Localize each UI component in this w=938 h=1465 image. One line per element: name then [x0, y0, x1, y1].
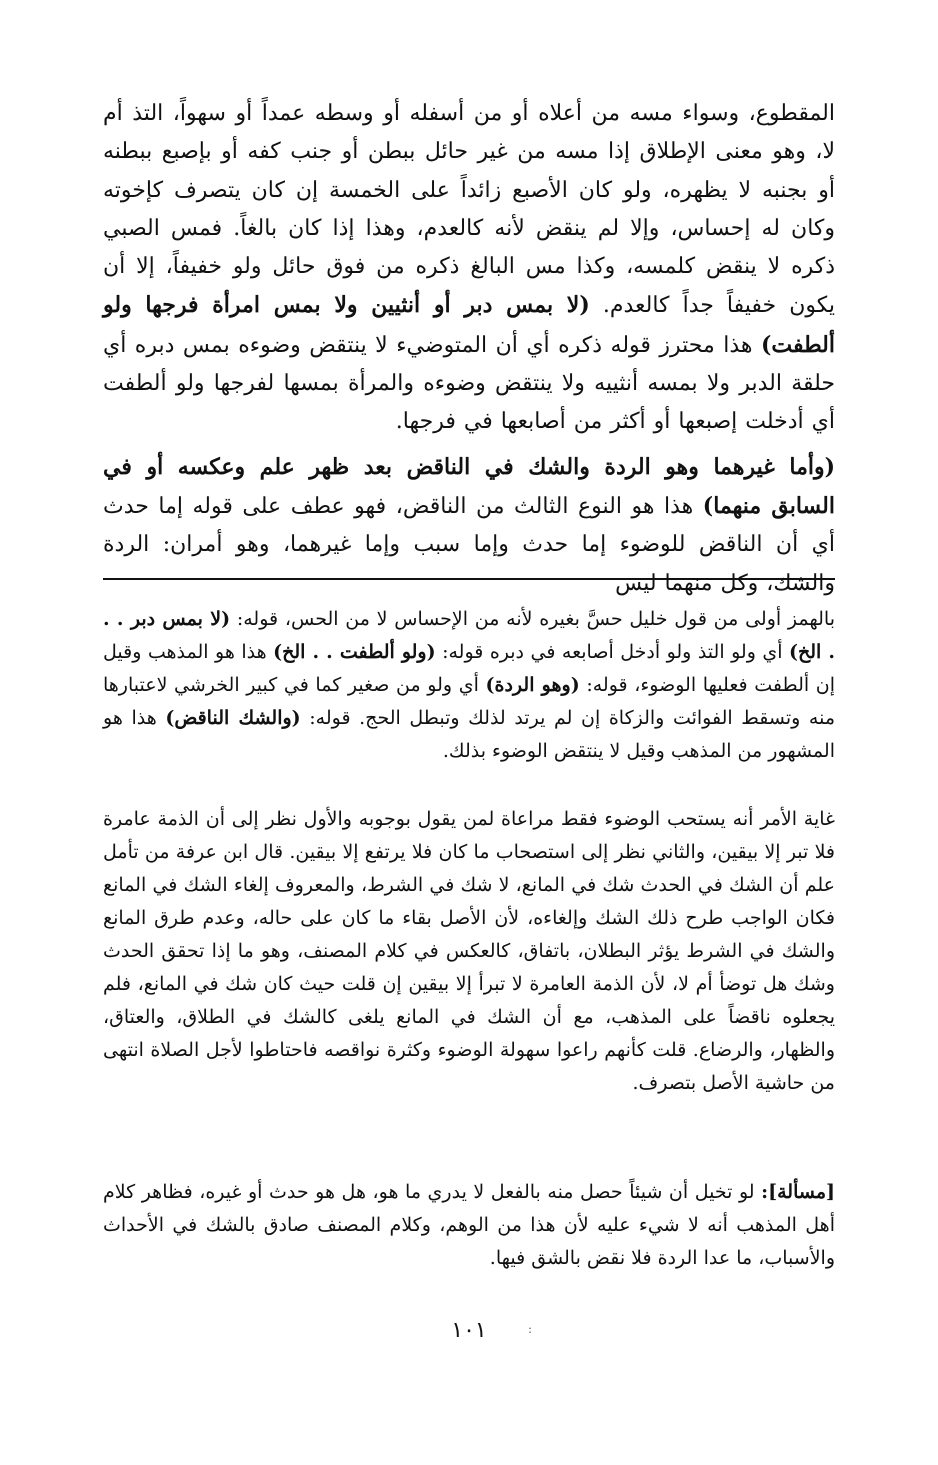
main-para2-rest: هذا هو النوع الثالث من الناقض، فهو عطف على قوله إما حدث أي أن الناقض للوضوء إما حدث وإما سبب وإما غيرهما، وهو أمران: الردة والشك، وكل منهما ليس	[103, 493, 835, 596]
main-text	[103, 95, 835, 603]
masala-text: لو تخيل أن شيئاً حصل منه بالفعل لا يدري ما هو، هل هو حدث أو غيره، فظاهر كلام أهل المذهب أنه لا شيء عليه لأن هذا من الوهم، وكلام المصنف صادق بالشك في الأحداث والأسباب، ما عدا الردة فلا نقض بالشق فيها.	[103, 1181, 835, 1269]
fn1-text-1: بالهمز أولى من قول خليل حسَّ بغيره لأنه من الإحساس لا من الحس، قوله:	[230, 608, 835, 630]
fn1-quote-4: (والشك الناقض)	[165, 707, 301, 729]
fn1-text-4: أي ولو من صغير كما في كبير الخرشي لاعتبارها منه وتسقط الفوائت والزكاة إن لم يرتد لذلك وتبطل الحج. قوله:	[103, 674, 836, 729]
main-paragraph-1	[103, 95, 835, 442]
masala-label: [مسألة]:	[761, 1181, 835, 1203]
main-para1-text: المقطوع، وسواء مسه من أعلاه أو من أسفله أو وسطه عمداً أو سهواً، التذ أم لا، وهو معنى الإطلاق إذا مسه من غير حائل ببطن أو جنب كفه أو بإصبع ببطنه أو بجنبه لا يظهره، ولو كان الأصبع زائداً على الخمسة إن كان يتصرف كإخوته وكان له إحساس، وإلا لم ينقض لأنه كالعدم، وهذا إذا كان بالغاً. فمس الصبي ذكره لا ينقض كلمسه، وكذا مس البالغ ذكره من فوق حائل ولو خفيفاً، إلا أن يكون خفيفاً جداً كالعدم.	[103, 101, 835, 319]
footnote-2	[103, 803, 835, 1100]
footnote-3	[103, 1176, 835, 1275]
footnote-separator	[103, 578, 835, 580]
matn-quote-1: (لا بمس دبر أو أنثيين ولا بمس امرأة فرجها ولو ألطفت)	[103, 292, 835, 358]
fn1-text-5: هذا هو المشهور من المذهب وقيل لا ينتقض الوضوء بذلك.	[103, 707, 835, 762]
fn1-quote-3: (وهو الردة)	[485, 674, 580, 696]
fn1-quote-2: (ولو ألطفت . . الخ)	[273, 641, 436, 663]
margin-mark: :	[528, 1322, 533, 1336]
footnote-1-paragraph	[103, 603, 835, 768]
fn1-quote-1: (لا بمس دبر . . . الخ)	[103, 608, 835, 663]
footnote-2-paragraph: غاية الأمر أنه يستحب الوضوء فقط مراعاة لمن يقول بوجوبه والأول نظر إلى أن الذمة عامرة فلا تبر إلا بيقين، والثاني نظر إلى استصحاب ما كان فلا يرتفع إلا بيقين. قال ابن عرفة من تأمل علم أن الشك في الحدث شك في المانع، لا شك في الشرط، والمعروف إلغاء الشك في المانع فكان الواجب طرح ذلك الشك وإلغاءه، لأن الأصل بقاء ما كان على حاله، وعدم طرق المانع والشك في الشرط يؤثر البطلان، باتفاق، كالعكس في كلام المصنف، وهو ما إذا تحقق الحدث وشك هل توضأ أم لا، لأن الذمة العامرة لا تبرأ إلا بيقين إن قلت حيث كان شك في المانع، فلم يجعلوه ناقضاً على المذهب، مع أن الشك في المانع يلغى كالشك في الطلاق، والعتاق، والظهار، والرضاع. قلت كأنهم راعوا سهولة الوضوء وكثرة نواقصه فاحتاطوا لأجل الصلاة انتهى من حاشية الأصل بتصرف.	[103, 808, 836, 1094]
footnote-1	[103, 603, 835, 768]
fn1-text-3: هذا هو المذهب وقيل إن ألطفت فعليها الوضوء، قوله:	[103, 641, 835, 696]
matn-quote-2: (وأما غيرهما وهو الردة والشك في الناقض بعد ظهر علم وعكسه أو في السابق منهما)	[103, 453, 836, 519]
fn1-text-2: أي ولو التذ ولو أدخل أصابعه في دبره قوله:	[435, 641, 789, 663]
footnote-3-paragraph	[103, 1176, 835, 1275]
page-number: ١٠١	[451, 1318, 487, 1343]
main-para1-rest: هذا محترز قوله ذكره أي أن المتوضيء لا ينتقض وضوءه بمس دبره أي حلقة الدبر ولا بمسه أنثييه ولا ينتقض وضوءه والمرأة بمسها لفرجها ولو ألطفت أي أدخلت إصبعها أو أكثر من أصابعها في فرجها.	[103, 332, 835, 435]
